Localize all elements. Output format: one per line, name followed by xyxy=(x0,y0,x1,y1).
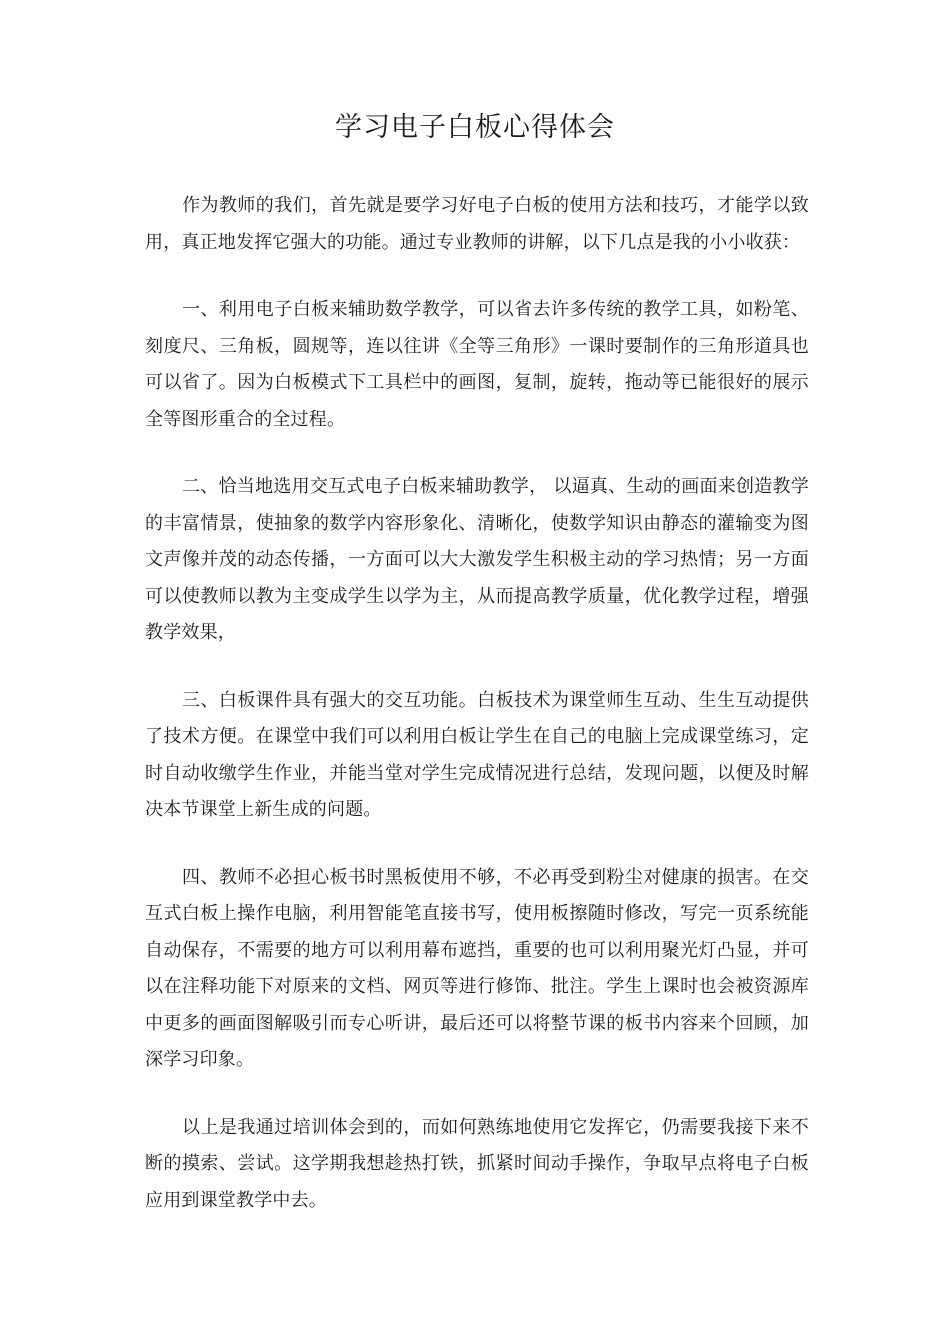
point-two-paragraph: 二、恰当地选用交互式电子白板来辅助教学， 以逼真、生动的画面来创造教学的丰富情景，使抽象的数学内容形象化、清晰化，使数学知识由静态的灌输变为图文声像并茂的动态传播，一方面可以大大激发学生积极主动的学习热情；另一方面可以使教师以教为主变成学生以学为主，从而提高教学质量，优化教学过程，增强教学效果， xyxy=(145,476,809,643)
document-title: 学习电子白板心得体会 xyxy=(335,112,615,143)
point-three-paragraph: 三、白板课件具有强大的交互功能。白板技术为课堂师生互动、生生互动提供了技术方便。在课堂中我们可以利用白板让学生在自己的电脑上完成课堂练习，定时自动收缴学生作业，并能当堂对学生完成情况进行总结，发现问题，以便及时解决本节课堂上新生成的问题。 xyxy=(145,689,809,820)
point-one-paragraph: 一、利用电子白板来辅助数学教学，可以省去许多传统的教学工具，如粉笔、刻度尺、三角板，圆规等，连以往讲《全等三角形》一课时要制作的三角形道具也可以省了。因为白板模式下工具栏中的画图，复制，旋转，拖动等已能很好的展示全等图形重合的全过程。 xyxy=(145,299,809,430)
conclusion-paragraph: 以上是我通过培训体会到的，而如何熟练地使用它发挥它，仍需要我接下来不断的摸索、尝试。这学期我想趁热打铁，抓紧时间动手操作，争取早点将电子白板应用到课堂教学中去。 xyxy=(145,1116,809,1211)
intro-paragraph: 作为教师的我们，首先就是要学习好电子白板的使用方法和技巧，才能学以致用，真正地发挥它强大的功能。通过专业教师的讲解，以下几点是我的小小收获： xyxy=(145,195,809,253)
document-body xyxy=(145,188,809,1250)
point-four-paragraph: 四、教师不必担心板书时黑板使用不够，不必再受到粉尘对健康的损害。在交互式白板上操作电脑，利用智能笔直接书写，使用板擦随时修改，写完一页系统能自动保存，不需要的地方可以利用幕布遮挡，重要的也可以利用聚光灯凸显，并可以在注释功能下对原来的文档、网页等进行修饰、批注。学生上课时也会被资源库中更多的画面图解吸引而专心听讲，最后还可以将整节课的板书内容来个回顾，加深学习印象。 xyxy=(145,866,809,1070)
